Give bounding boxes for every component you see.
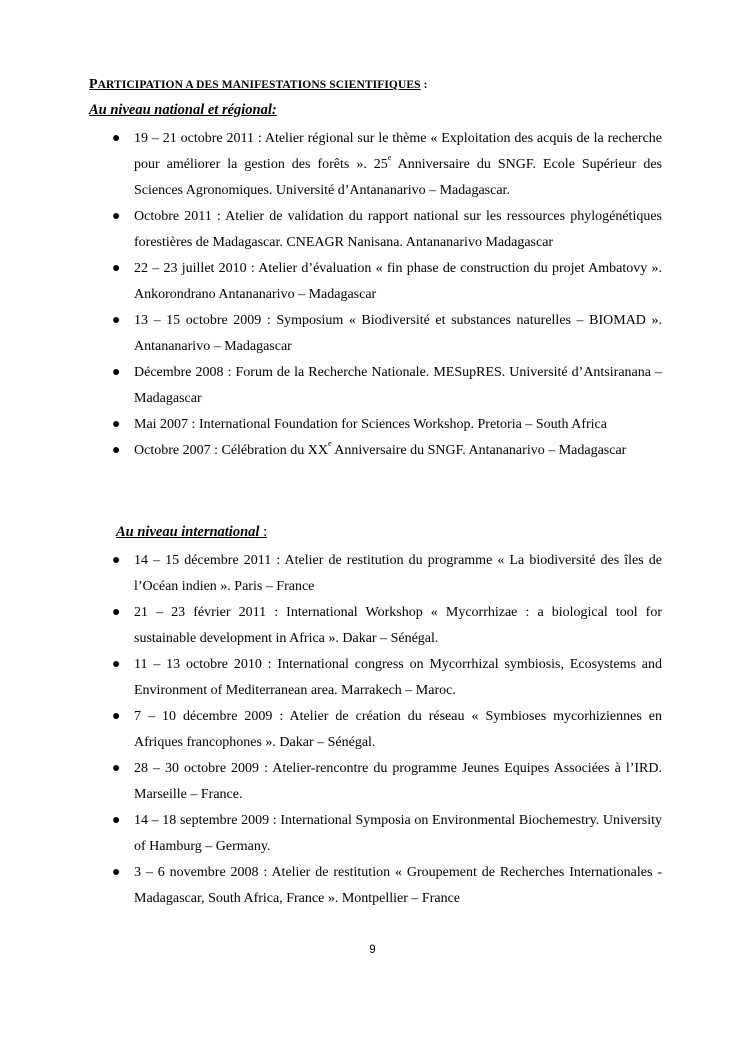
heading-text: ARTICIPATION A DES MANIFESTATIONS SCIENTIFIQUES [97,79,421,91]
list-item: ● Octobre 2007 : Célébration du XXe Anniversaire du SNGF. Antananarivo – Madagascar [134,438,662,464]
bullet-icon: ● [112,605,121,620]
national-event-list [0,126,745,464]
list-item: ● Octobre 2011 : Atelier de validation du rapport national sur les ressources phylogénétiques forestières de Madagascar. CNEAGR Nanisana. Antananarivo Madagascar [134,204,662,256]
bullet-icon: ● [112,261,121,276]
list-item: ● 21 – 23 février 2011 : International Workshop « Mycorrhizae : a biological tool for sustainable development in Africa ». Dakar – Sénégal. [134,600,662,652]
list-item: ● 7 – 10 décembre 2009 : Atelier de création du réseau « Symbioses mycorhiziennes en Afriques francophones ». Dakar – Sénégal. [134,704,662,756]
section-heading [89,77,428,93]
heading-colon: : [423,79,428,91]
bullet-icon: ● [112,865,121,880]
list-item: ● 19 – 21 octobre 2011 : Atelier régional sur le thème « Exploitation des acquis de la recherche pour améliorer la gestion des forêts ». 25e Anniversaire du SNGF. Ecole Supérieur des Sciences Agronomiques. Université d’Antananarivo – Madagascar. [134,126,662,204]
list-item: ● Mai 2007 : International Foundation for Sciences Workshop. Pretoria – South Africa [134,412,662,438]
bullet-icon: ● [112,761,121,776]
national-section-title: Au niveau national et régional: [89,102,277,118]
list-item: ● 14 – 18 septembre 2009 : International Symposia on Environmental Biochemestry. University of Hamburg – Germany. [134,808,662,860]
bullet-icon: ● [112,709,121,724]
bullet-icon: ● [112,313,121,328]
bullet-icon: ● [112,365,121,380]
bullet-icon: ● [112,209,121,224]
list-item: ● 14 – 15 décembre 2011 : Atelier de restitution du programme « La biodiversité des îles de l’Océan indien ». Paris – France [134,548,662,600]
page-number: 9 [369,944,376,956]
bullet-icon: ● [112,443,121,458]
bullet-icon: ● [112,657,121,672]
bullet-icon: ● [112,131,121,146]
list-item: ● 13 – 15 octobre 2009 : Symposium « Biodiversité et substances naturelles – BIOMAD ». Antananarivo – Madagascar [134,308,662,360]
bullet-icon: ● [112,813,121,828]
heading-first-letter: P [89,77,98,92]
list-item: ● Décembre 2008 : Forum de la Recherche Nationale. MESupRES. Université d’Antsiranana – Madagascar [134,360,662,412]
international-event-list [0,548,745,912]
international-section-title: Au niveau international : [116,524,268,540]
list-item: ● 3 – 6 novembre 2008 : Atelier de restitution « Groupement de Recherches Internationales - Madagascar, South Africa, France ». Montpellier – France [134,860,662,912]
list-item: ● 22 – 23 juillet 2010 : Atelier d’évaluation « fin phase de construction du projet Ambatovy ». Ankorondrano Antananarivo – Madagascar [134,256,662,308]
list-item: ● 11 – 13 octobre 2010 : International congress on Mycorrhizal symbiosis, Ecosystems and Environment of Mediterranean area. Marrakech – Maroc. [134,652,662,704]
bullet-icon: ● [112,553,121,568]
bullet-icon: ● [112,417,121,432]
list-item: ● 28 – 30 octobre 2009 : Atelier-rencontre du programme Jeunes Equipes Associées à l’IRD. Marseille – France. [134,756,662,808]
